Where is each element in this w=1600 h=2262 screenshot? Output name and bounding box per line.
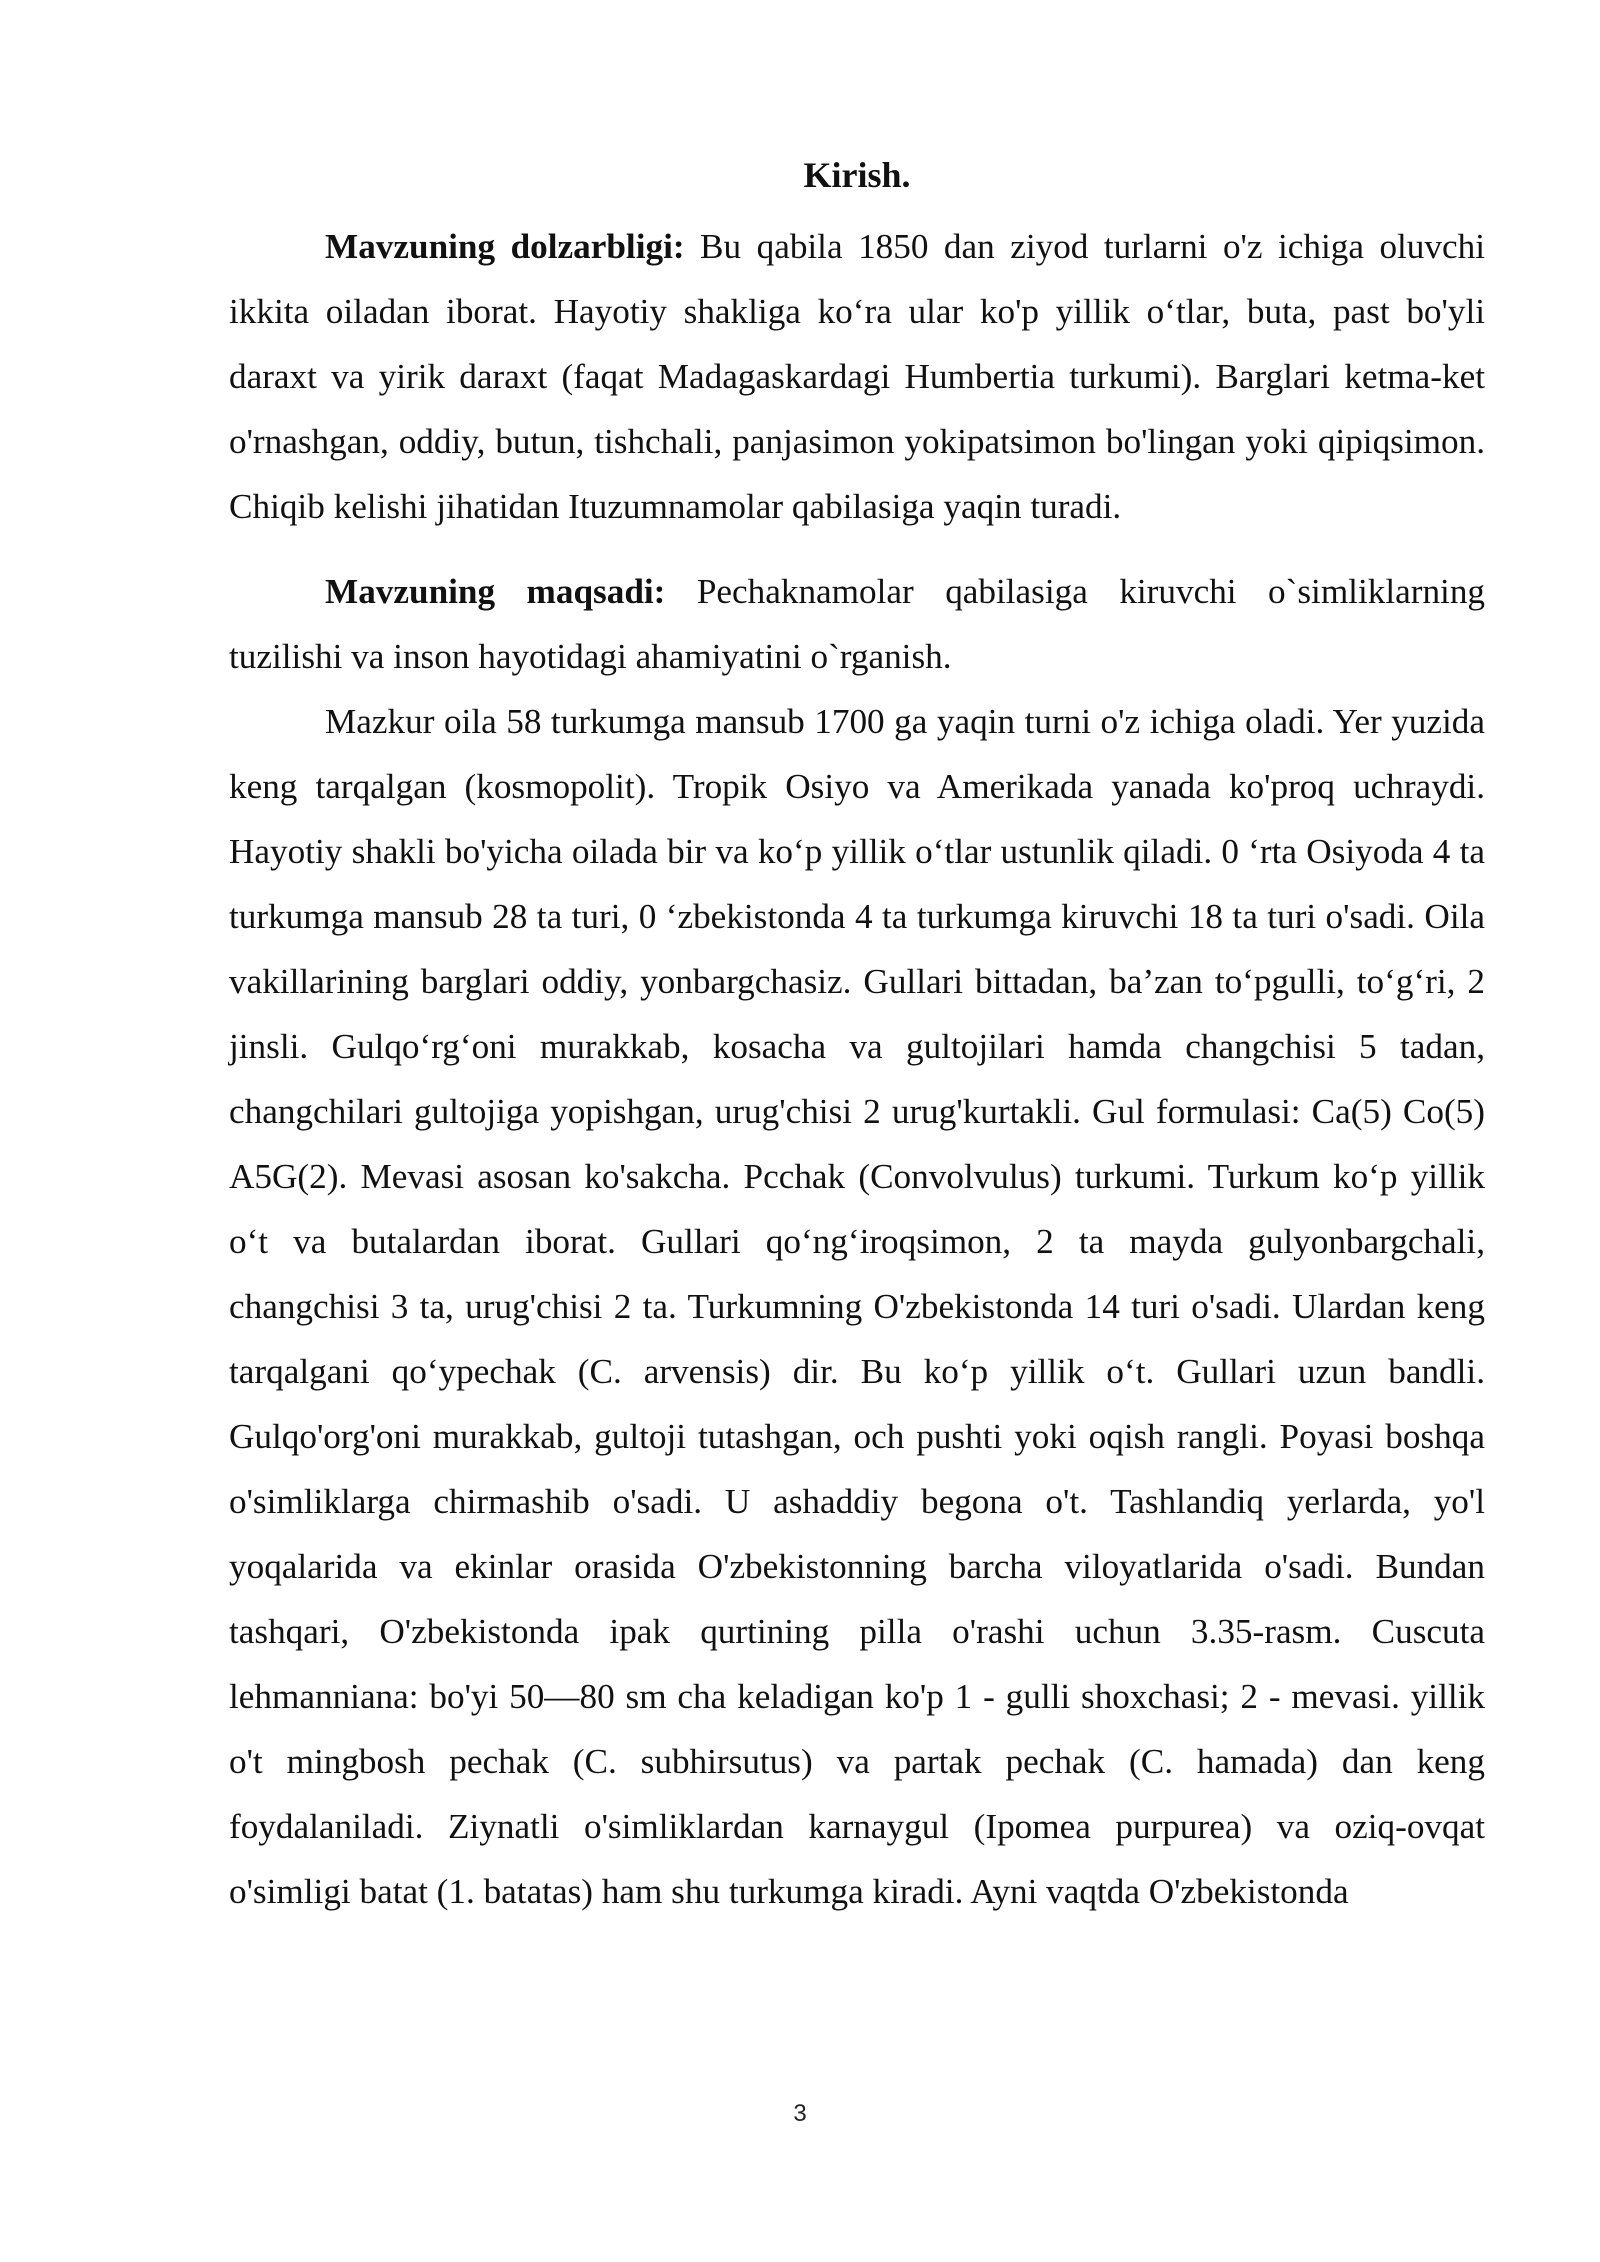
page-number: 3 bbox=[793, 2100, 807, 2127]
paragraph-family-description bbox=[229, 689, 1485, 1924]
paragraph-lead: Mavzuning dolzarbligi: bbox=[325, 227, 685, 266]
page-content bbox=[229, 148, 1485, 1924]
page-heading: Kirish. bbox=[803, 155, 911, 195]
paragraph-text: Bu qabila 1850 dan ziyod turlarni o'z ichiga oluvchi ikkita oiladan iborat. Hayotiy shakliga ko‘ra ular ko'p yillik o‘tlar, buta, past bo'yli daraxt va yirik daraxt (faqat Madagaskardagi Humbertia turkumi). Barglari ketma-ket o'rnashgan, oddiy, butun, tishchali, panjasimon yokipatsimon bo'lingan yoki qipiqsimon. Chiqib kelishi jihatidan Ituzumnamolar qabilasiga yaqin turadi. bbox=[229, 227, 1485, 526]
paragraph-text: Pechaknamolar qabilasiga kiruvchi o`simliklarning tuzilishi va inson hayotidagi ahamiyatini o`rganish. bbox=[229, 572, 1486, 676]
paragraph-text: Mazkur oila 58 turkumga mansub 1700 ga yaqin turni o'z ichiga oladi. Yer yuzida keng tarqalgan (kosmopolit). Tropik Osiyo va Amerikada yanada ko'proq uchraydi. Hayotiy shakli bo'yicha oilada bir va ko‘p yillik o‘tlar ustunlik qiladi. 0 ‘rta Osiyoda 4 ta turkumga mansub 28 ta turi, 0 ‘zbekistonda 4 ta turkumga kiruvchi 18 ta turi o'sadi. Oila vakillarining barglari oddiy, yonbargchasiz. Gullari bittadan, ba’zan to‘pgulli, to‘g‘ri, 2 jinsli. Gulqo‘rg‘oni murakkab, kosacha va gultojilari hamda changchisi 5 tadan, changchilari gultojiga yopishgan, urug'chisi 2 urug'kurtakli. Gul formulasi: Ca(5) Co(5) A5G(2). Mevasi asosan ko'sakcha. Pcchak (Convolvulus) turkumi. Turkum ko‘p yillik o‘t va butalardan iborat. Gullari qo‘ng‘iroqsimon, 2 ta mayda gulyonbargchali, changchisi 3 ta, urug'chisi 2 ta. Turkumning O'zbekistonda 14 turi o'sadi. Ulardan keng tarqalgani qo‘ypechak (C. arvensis) dir. Bu ko‘p yillik o‘t. Gullari uzun bandli. Gulqo'org'oni murakkab, gultoji tutashgan, och pushti yoki oqish rangli. Poyasi boshqa o'simliklarga chirmashib o'sadi. U ashaddiy begona o't. Tashlandiq yerlarda, yo'l yoqalarida va ekinlar orasida O'zbekistonning barcha viloyatlarida o'sadi. Bundan tashqari, O'zbekistonda ipak qurtining pilla o'rashi uchun 3.35-rasm. Cuscuta lehmanniana: bo'yi 50—80 sm cha keladigan ko'p 1 - gulli shoxchasi; 2 - mevasi. yillik o't mingbosh pechak (C. subhirsutus) va partak pechak (C. hamada) dan keng foydalaniladi. Ziynatli o'simliklardan karnaygul (Ipomea purpurea) va oziq-ovqat o'simligi batat (1. batatas) ham shu turkumga kiradi. Ayni vaqtda O'zbekistonda bbox=[229, 702, 1485, 1911]
paragraph-relevance bbox=[229, 214, 1485, 539]
paragraph-goal bbox=[229, 559, 1485, 689]
paragraph-lead: Mavzuning maqsadi: bbox=[325, 572, 666, 611]
